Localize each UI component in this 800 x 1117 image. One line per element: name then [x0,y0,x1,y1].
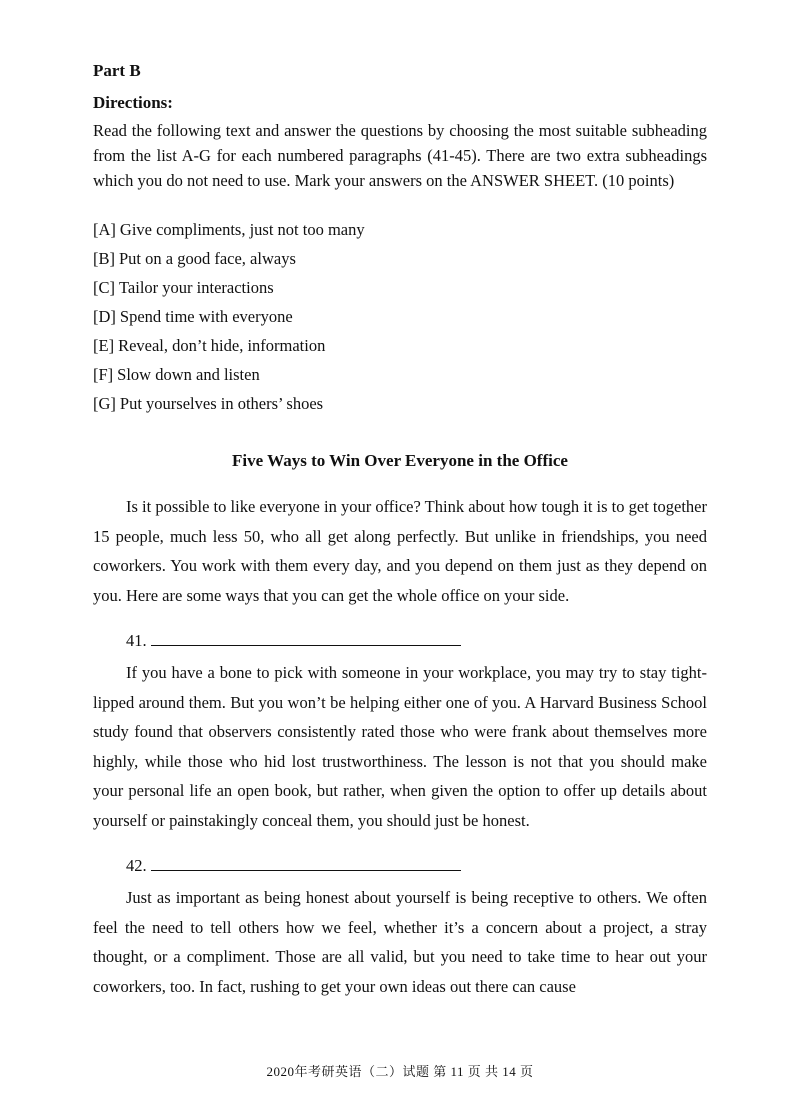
option-letter: [B] [93,249,115,268]
option-text: Put on a good face, always [119,249,296,268]
intro-paragraph: Is it possible to like everyone in your office? Think about how tough it is to get together 15 people, much less 50, who all get along perfectly. But unlike in friendships, you need coworkers. You work with them every day, and you depend on them just as they depend on you. Here are some ways that you can get the whole office on your side. [93,497,707,605]
option-d [93,302,707,331]
directions-text: Read the following text and answer the questions by choosing the most suitable subheading from the list A-G for each numbered paragraphs (41-45). There are two extra subheadings which you do not need to use. Mark your answers on the ANSWER SHEET. (10 points) [93,121,707,190]
option-letter: [A] [93,220,116,239]
option-text: Reveal, don’t hide, information [118,336,326,355]
options-list [93,215,707,418]
option-b [93,244,707,273]
option-text: Put yourselves in others’ shoes [119,394,324,413]
question-number: 42. [126,856,147,875]
option-c [93,273,707,302]
part-title: Part B [93,61,141,80]
option-f [93,360,707,389]
option-letter: [G] [93,394,116,413]
option-text: Give compliments, just not too many [119,220,365,239]
option-letter: [E] [93,336,115,355]
option-text: Spend time with everyone [119,307,293,326]
option-letter: [F] [93,365,114,384]
option-letter: [C] [93,278,115,297]
page-footer: 2020年考研英语（二）试题 第 11 页 共 14 页 [266,1064,534,1079]
question-42-blank [93,853,707,879]
article-title: Five Ways to Win Over Everyone in the Office [232,451,568,470]
exam-page [93,60,707,1001]
option-g [93,389,707,418]
option-a [93,215,707,244]
option-e [93,331,707,360]
answer-line [151,854,461,871]
question-41-blank [93,628,707,654]
question-number: 41. [126,631,147,650]
question-41-paragraph: If you have a bone to pick with someone in your workplace, you may try to stay tight-lipped around them. But you won’t be helping either one of you. A Harvard Business School study found that observers consistently rated those who were frank about themselves more highly, while those who hid lost trustworthiness. The lesson is not that you should make your personal life an open book, but rather, when given the option to offer up details about yourself or painstakingly conceal them, you should just be honest. [93,663,707,830]
answer-line [151,629,461,646]
option-letter: [D] [93,307,116,326]
question-42-paragraph: Just as important as being honest about yourself is being receptive to others. We often feel the need to tell others how we feel, whether it’s a concern about a project, a stray thought, or a compliment. Those are all valid, but you need to take time to hear out your coworkers, too. In fact, rushing to get your own ideas out there can cause [93,888,707,996]
option-text: Slow down and listen [117,365,260,384]
directions-label: Directions: [93,93,173,112]
option-text: Tailor your interactions [119,278,274,297]
